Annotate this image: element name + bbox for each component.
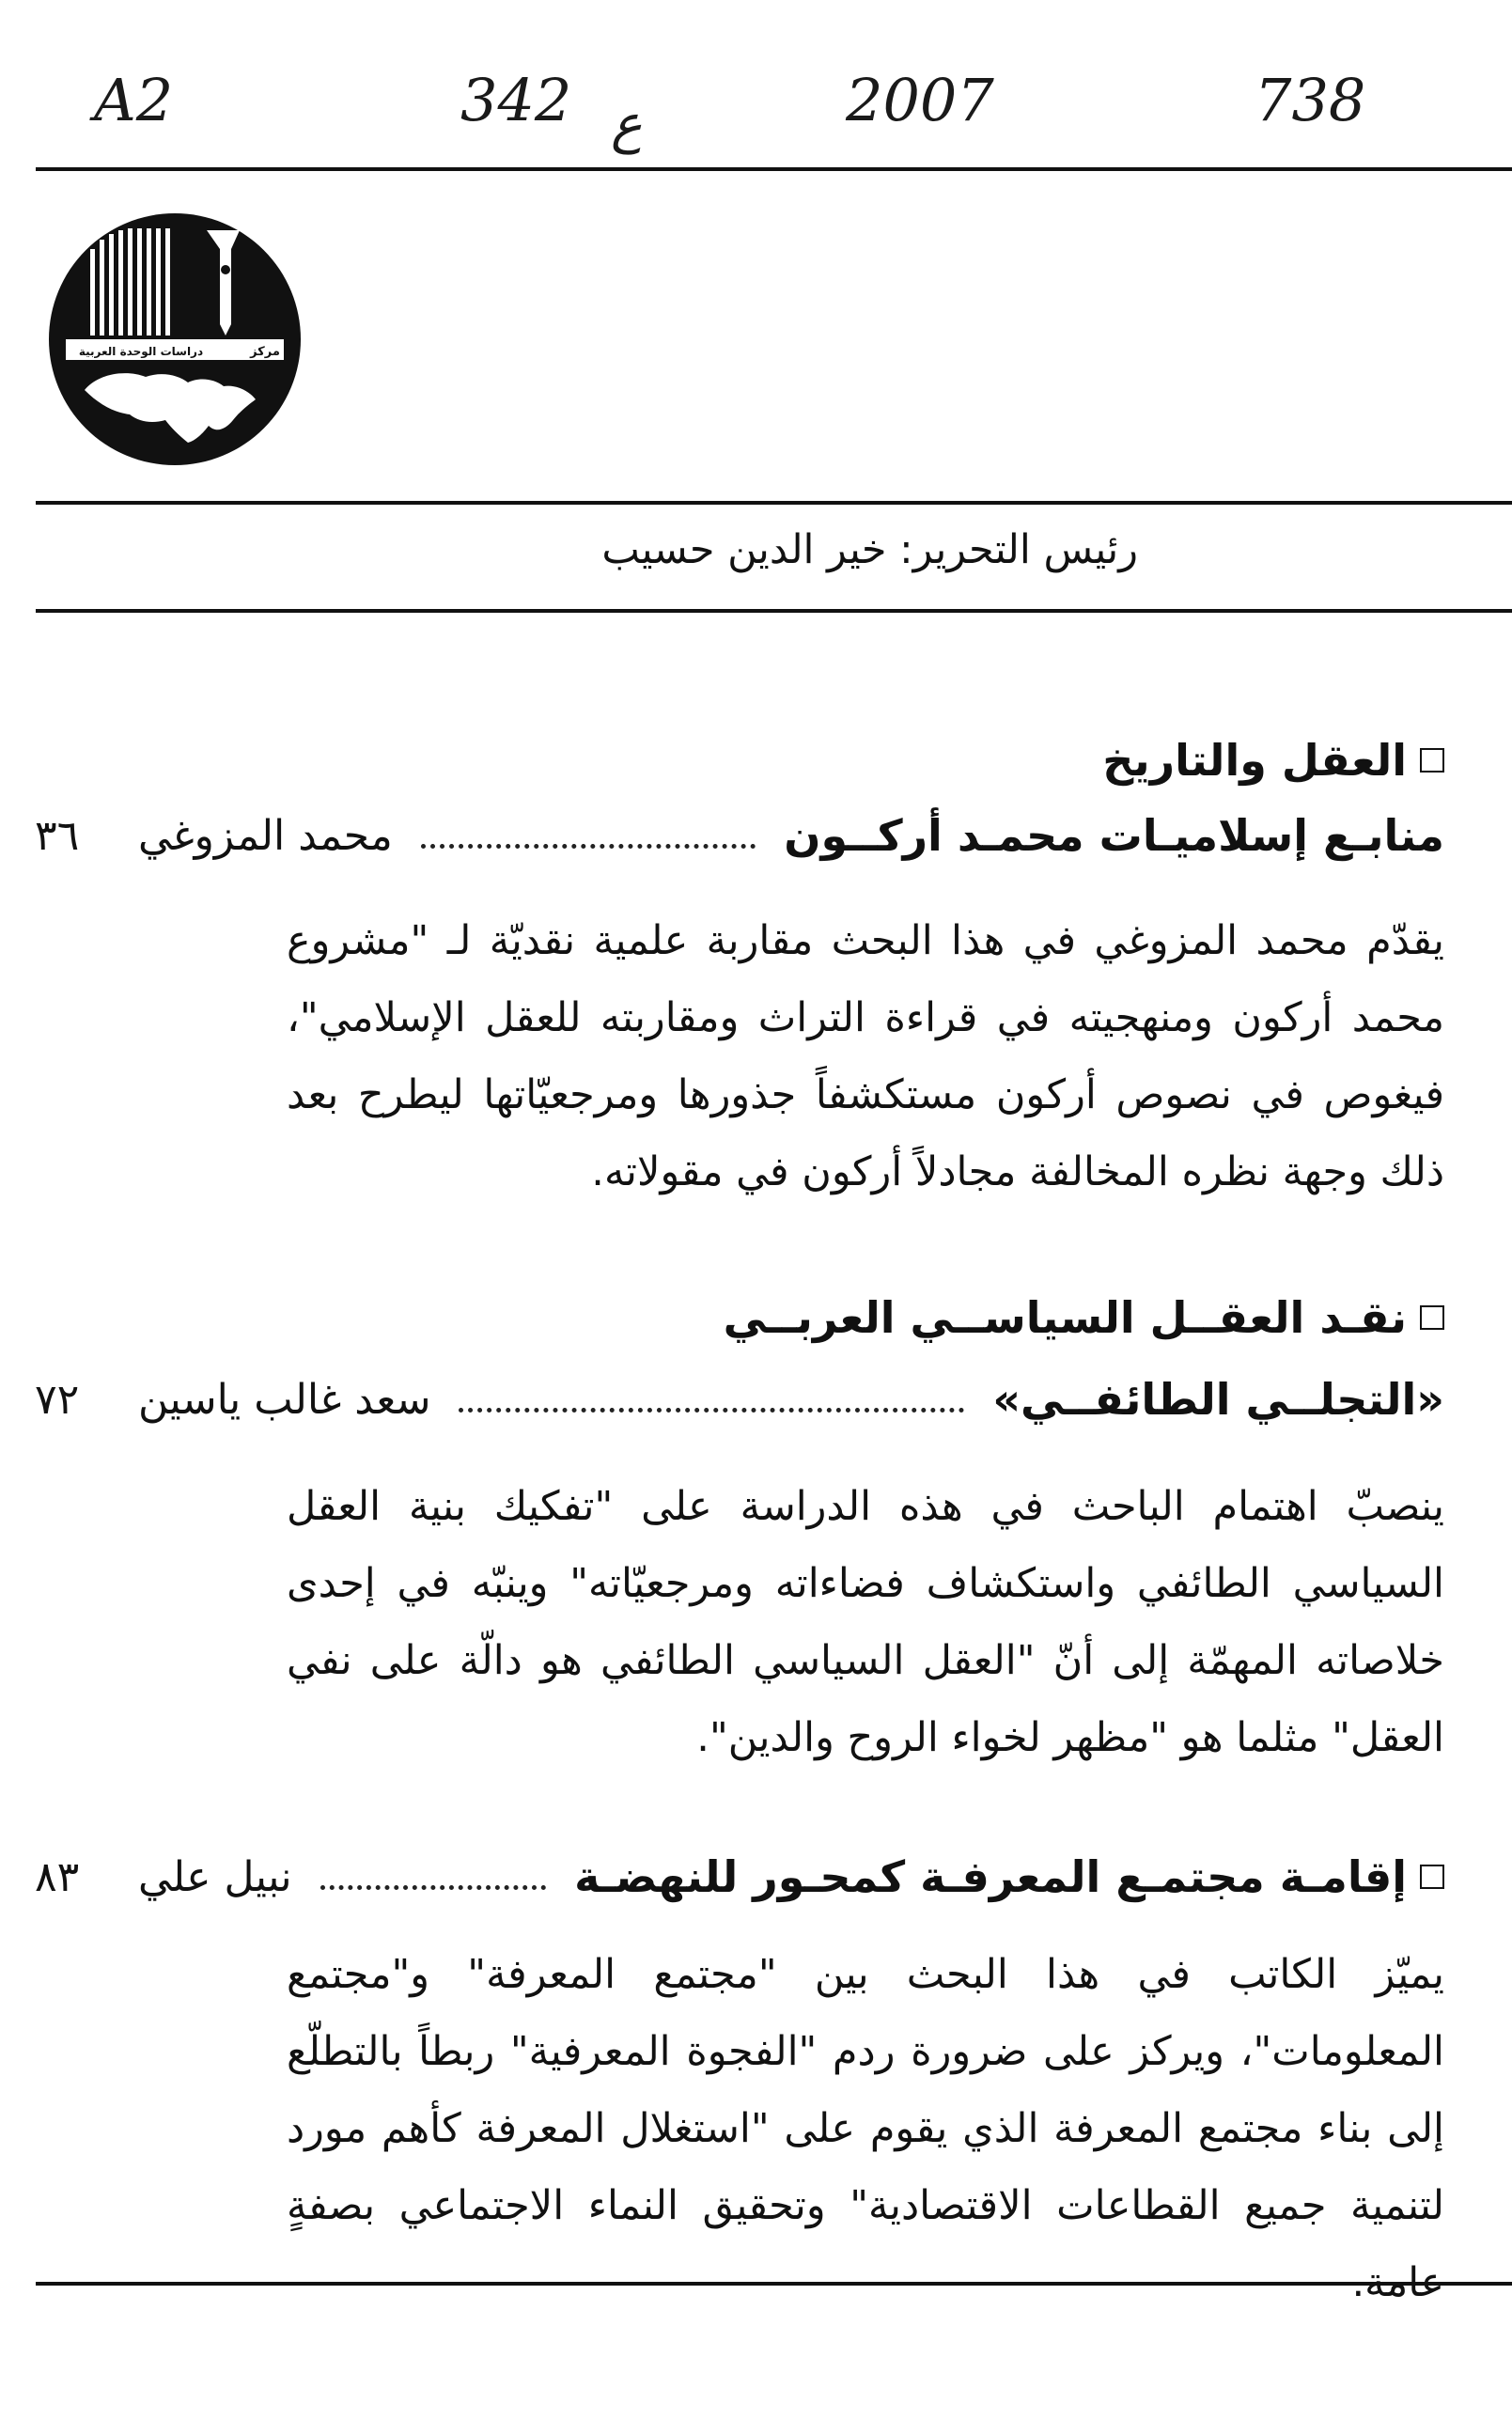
logo-text-center: مركز	[250, 345, 280, 359]
section-heading-reason-history	[1102, 735, 1444, 786]
toc-entry-1	[35, 803, 1444, 868]
article-author: محمد المزوغي	[138, 811, 393, 860]
rule-above-editor	[36, 501, 1512, 505]
checkbox-square-icon	[1420, 1305, 1444, 1330]
article-page-number: ٨٣	[35, 1852, 80, 1901]
rule-below-editor	[36, 609, 1512, 613]
article-summary-2: ينصبّ اهتمام الباحث في هذه الدراسة على "تفكيك بنية العقل السياسي الطائفي واستكشاف فضاءاته ومرجعيّاته" وينبّه في إحدى خلاصاته المهمّة إلى أنّ "العقل السياسي الطائفي هو دالّة على نفي العقل" مثلما هو "مظهر لخواء الروح والدين".	[287, 1483, 1444, 1761]
checkbox-square-icon	[1420, 748, 1444, 773]
handwritten-mark-a2: A2	[94, 66, 174, 134]
logo-stripes	[90, 228, 170, 336]
article-summary-3: يميّز الكاتب في هذا البحث بين "مجتمع المعرفة" و"مجتمع المعلومات"، ويركز على ضرورة ردم "الفجوة المعرفية" ربطاً بالتطلّع إلى بناء مجتمع المعرفة الذي يقوم على "استغلال المعرفة كأهم مورد لتنمية جميع القطاعات الاقتصادية" وتحقيق النماء الاجتماعي بصفةٍ عامة.	[287, 1951, 1444, 2306]
article-page-number: ٣٦	[35, 811, 80, 860]
cwus-logo	[47, 211, 303, 467]
editor-in-chief-line: رئيس التحرير: خير الدين حسيب	[601, 526, 1138, 573]
section-heading-critique-political-reason	[724, 1292, 1444, 1343]
checkbox-square-icon	[1420, 1865, 1444, 1889]
article-title: إقامـة مجتمـع المعرفـة كمحـور للنهضـة	[574, 1851, 1407, 1902]
section-heading-text: نقـد العقــل السياســي العربــي	[723, 1292, 1407, 1343]
dot-leader	[320, 1885, 547, 1890]
handwritten-mark-2007: 2007	[846, 66, 994, 134]
article-page-number: ٧٢	[35, 1375, 80, 1424]
article-author: سعد غالب ياسين	[138, 1375, 431, 1424]
handwritten-mark-738: 738	[1255, 66, 1366, 134]
toc-entry-2	[35, 1366, 1444, 1432]
article-title: «التجلــي الطائفــي»	[992, 1374, 1444, 1425]
dot-leader	[459, 1408, 964, 1413]
article-title: منابـع إسلاميـات محمـد أركــون	[784, 810, 1444, 861]
article-summary-1: يقدّم محمد المزوغي في هذا البحث مقاربة علمية نقديّة لـ "مشروع محمد أركون ومنهجيته في قراءة التراث ومقاربته للعقل الإسلامي"، فيغوص في نصوص أركون مستكشفاً جذورها ومرجعيّاتها ليطرح بعد ذلك وجهة نظره المخالفة مجادلاً أركون في مقولاته.	[287, 917, 1444, 1195]
section-heading-text: العقل والتاريخ	[1102, 735, 1407, 786]
bottom-rule	[36, 2282, 1512, 2286]
top-rule	[36, 167, 1512, 171]
handwritten-mark-ain: ع	[611, 94, 643, 155]
article-author: نبيل علي	[138, 1852, 292, 1901]
dot-leader	[421, 844, 756, 849]
handwritten-mark-342: 342	[460, 66, 572, 134]
toc-entry-3	[35, 1844, 1444, 1910]
logo-text-studies: دراسات الوحدة العربية	[78, 345, 204, 358]
